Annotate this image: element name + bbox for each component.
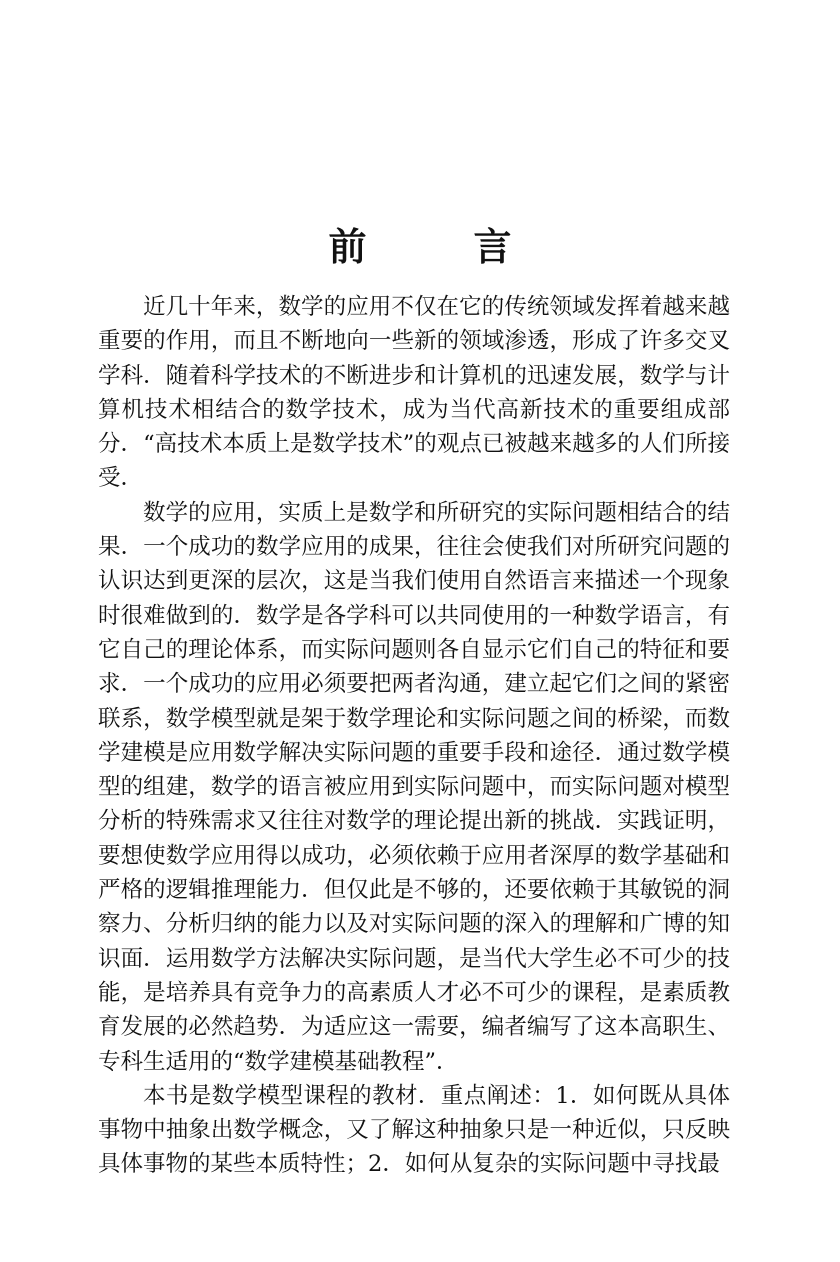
- paragraph-3: 本书是数学模型课程的教材．重点阐述：1．如何既从具体事物中抽象出数学概念，又了解这种抽象只是一种近似，只反映具体事物的某些本质特性；2．如何从复杂的实际问题中寻找最: [98, 1082, 730, 1178]
- page-title: [0, 222, 840, 272]
- title-char-2: 言: [473, 224, 512, 269]
- paragraph-1: 近几十年来，数学的应用不仅在它的传统领域发挥着越来越重要的作用，而且不断地向一些新的领域渗透，形成了许多交叉学科．随着科学技术的不断进步和计算机的迅速发展，数学与计算机技术相结合的数学技术，成为当代高新技术的重要组成部分．“高技术本质上是数学技术”的观点已被越来越多的人们所接受．: [98, 294, 730, 492]
- preface-body: [98, 290, 730, 1182]
- paragraph-2: 数学的应用，实质上是数学和所研究的实际问题相结合的结果．一个成功的数学应用的成果，往往会使我们对所研究问题的认识达到更深的层次，这是当我们使用自然语言来描述一个现象时很难做到的．数学是各学科可以共同使用的一种数学语言，有它自己的理论体系，而实际问题则各自显示它们自己的特征和要求．一个成功的应用必须要把两者沟通，建立起它们之间的紧密联系，数学模型就是架于数学理论和实际问题之间的桥梁，而数学建模是应用数学解决实际问题的重要手段和途径．通过数学模型的组建，数学的语言被应用到实际问题中，而实际问题对模型分析的特殊需求又往往对数学的理论提出新的挑战．实践证明，要想使数学应用得以成功，必须依赖于应用者深厚的数学基础和严格的逻辑推理能力．但仅此是不够的，还要依赖于其敏锐的洞察力、分析归纳的能力以及对实际问题的深入的理解和广博的知识面．运用数学方法解决实际问题，是当代大学生必不可少的技能，是培养具有竞争力的高素质人才必不可少的课程，是素质教育发展的必然趋势．为适应这一需要，编者编写了这本高职生、专科生适用的“数学建模基础教程”．: [98, 499, 730, 1075]
- title-char-1: 前: [328, 224, 367, 269]
